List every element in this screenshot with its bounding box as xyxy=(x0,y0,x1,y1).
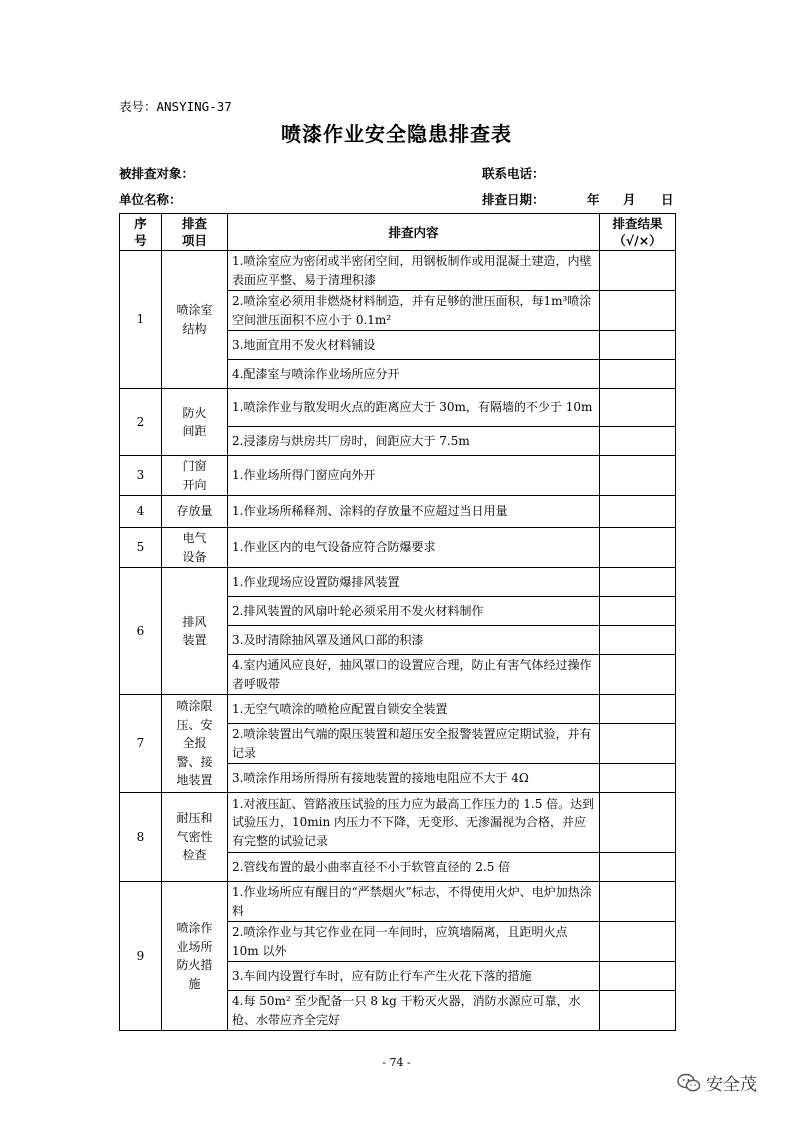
inspection-content: 3.车间内设置行车时，应有防止行车产生火花下落的措施 xyxy=(228,962,600,991)
inspection-content: 1.作业场所得门窗应向外开 xyxy=(228,456,600,496)
inspection-item xyxy=(162,456,228,496)
result-cell[interactable] xyxy=(600,496,676,528)
header-content: 排查内容 xyxy=(228,214,600,251)
inspection-item-label: 喷涂限压、安全报警、接地装置 xyxy=(176,699,213,788)
row-number: 7 xyxy=(120,695,162,793)
table-row xyxy=(120,568,676,597)
result-cell[interactable] xyxy=(600,456,676,496)
result-cell[interactable] xyxy=(600,528,676,568)
inspection-item xyxy=(162,882,228,1031)
inspection-item-label: 喷涂室结构 xyxy=(176,303,213,336)
result-cell[interactable] xyxy=(600,853,676,882)
result-cell[interactable] xyxy=(600,597,676,626)
inspection-content: 1.作业现场应设置防爆排风装置 xyxy=(228,568,600,597)
result-cell[interactable] xyxy=(600,251,676,291)
row-number: 3 xyxy=(120,456,162,496)
result-cell[interactable] xyxy=(600,655,676,695)
row-number: 5 xyxy=(120,528,162,568)
unit-name-label: 单位名称： xyxy=(119,192,182,207)
inspection-content: 4.每 50m² 至少配备一只 8 kg 干粉灭火器，消防水源应可靠，水枪、水带应齐全完好 xyxy=(228,991,600,1031)
row-number: 8 xyxy=(120,793,162,882)
row-number: 9 xyxy=(120,882,162,1031)
inspection-item xyxy=(162,695,228,793)
inspection-content: 1.无空气喷涂的喷枪应配置自锁安全装置 xyxy=(228,695,600,724)
row-number: 6 xyxy=(120,568,162,695)
inspection-item xyxy=(162,251,228,389)
table-body xyxy=(120,251,676,1031)
result-cell[interactable] xyxy=(600,360,676,389)
date-year-label: 年 xyxy=(587,192,600,207)
result-cell[interactable] xyxy=(600,291,676,331)
inspection-content: 1.对液压缸、管路液压试验的压力应为最高工作压力的 1.5 倍。达到试验压力，10min 内压力不下降，无变形、无渗漏视为合格，并应有完整的试验记录 xyxy=(228,793,600,853)
inspection-content: 1.喷涂作业与散发明火点的距离应大于 30m，有隔墙的不少于 10m xyxy=(228,389,600,427)
inspection-date-label: 排查日期： xyxy=(482,192,545,207)
inspection-item-label: 门窗开向 xyxy=(182,459,207,492)
result-cell[interactable] xyxy=(600,922,676,962)
inspection-content: 3.喷涂作用场所得所有接地装置的接地电阻应不大于 4Ω xyxy=(228,764,600,793)
contact-phone-label: 联系电话： xyxy=(482,166,545,181)
header-no: 序号 xyxy=(120,214,162,251)
inspection-content: 2.喷涂作业与其它作业在同一车间时，应筑墙隔离，且距明火点 10m 以外 xyxy=(228,922,600,962)
inspection-item xyxy=(162,528,228,568)
inspection-item xyxy=(162,496,228,528)
header-result: 排查结果（√/×） xyxy=(600,214,676,251)
inspection-content: 4.配漆室与喷涂作业场所应分开 xyxy=(228,360,600,389)
row-number: 4 xyxy=(120,496,162,528)
result-cell[interactable] xyxy=(600,764,676,793)
inspection-content: 3.地面宜用不发火材料铺设 xyxy=(228,331,600,360)
table-row xyxy=(120,251,676,291)
watermark-text: 安全茂 xyxy=(706,1075,757,1095)
inspection-item-label: 电气设备 xyxy=(182,531,207,564)
inspection-table xyxy=(119,213,676,1031)
form-number: 表号：ANSYING-37 xyxy=(119,99,232,114)
inspection-item-label: 防火间距 xyxy=(182,405,207,438)
inspection-content: 1.作业区内的电气设备应符合防爆要求 xyxy=(228,528,600,568)
date-month-label: 月 xyxy=(623,192,636,207)
inspection-content: 2.喷涂装置出气端的限压装置和超压安全报警装置应定期试验，并有记录 xyxy=(228,724,600,764)
inspection-item-label: 排风装置 xyxy=(182,614,207,647)
row-number: 1 xyxy=(120,251,162,389)
wechat-icon xyxy=(677,1073,701,1093)
table-row xyxy=(120,695,676,724)
table-row xyxy=(120,882,676,922)
date-day-label: 日 xyxy=(661,192,674,207)
inspection-content: 4.室内通风应良好，抽风罩口的设置应合理，防止有害气体经过操作者呼吸带 xyxy=(228,655,600,695)
result-cell[interactable] xyxy=(600,389,676,427)
result-cell[interactable] xyxy=(600,427,676,456)
inspection-item-label: 喷涂作业场所防火措施 xyxy=(176,921,213,991)
page-number: - 74 - xyxy=(382,1056,411,1069)
row-number: 2 xyxy=(120,389,162,456)
result-cell[interactable] xyxy=(600,882,676,922)
inspection-item-label: 存放量 xyxy=(176,504,213,519)
result-cell[interactable] xyxy=(600,568,676,597)
inspection-content: 1.作业场所应有醒目的“严禁烟火”标志，不得使用火炉、电炉加热涂料 xyxy=(228,882,600,922)
inspection-content: 2.管线布置的最小曲率直径不小于软管直径的 2.5 倍 xyxy=(228,853,600,882)
table-row xyxy=(120,496,676,528)
result-cell[interactable] xyxy=(600,626,676,655)
table-row xyxy=(120,389,676,427)
inspection-content: 3.及时清除抽风罩及通风口部的积漆 xyxy=(228,626,600,655)
result-cell[interactable] xyxy=(600,991,676,1031)
inspection-content: 1.作业场所稀释剂、涂料的存放量不应超过当日用量 xyxy=(228,496,600,528)
result-cell[interactable] xyxy=(600,331,676,360)
result-cell[interactable] xyxy=(600,793,676,853)
table-row xyxy=(120,793,676,853)
inspection-item-label: 耐压和气密性检查 xyxy=(176,811,213,863)
inspection-content: 2.排风装置的风扇叶轮必须采用不发火材料制作 xyxy=(228,597,600,626)
header-item: 排查项目 xyxy=(162,214,228,251)
watermark xyxy=(677,1070,757,1095)
inspection-item xyxy=(162,389,228,456)
inspection-content: 2.喷涂室必须用非燃烧材料制造，并有足够的泄压面积，每1m³喷涂空间泄压面积不应小于 0.1m² xyxy=(228,291,600,331)
result-cell[interactable] xyxy=(600,962,676,991)
table-row xyxy=(120,528,676,568)
inspection-item xyxy=(162,793,228,882)
table-header-row xyxy=(120,214,676,251)
inspection-item xyxy=(162,568,228,695)
inspected-object-label: 被排查对象： xyxy=(119,166,195,181)
result-cell[interactable] xyxy=(600,695,676,724)
result-cell[interactable] xyxy=(600,724,676,764)
table-row xyxy=(120,456,676,496)
inspection-content: 1.喷涂室应为密闭或半密闭空间，用钢板制作或用混凝土建造，内壁表面应平整、易于清理积漆 xyxy=(228,251,600,291)
page-title: 喷漆作业安全隐患排查表 xyxy=(281,122,512,146)
inspection-content: 2.浸漆房与烘房共厂房时，间距应大于 7.5m xyxy=(228,427,600,456)
